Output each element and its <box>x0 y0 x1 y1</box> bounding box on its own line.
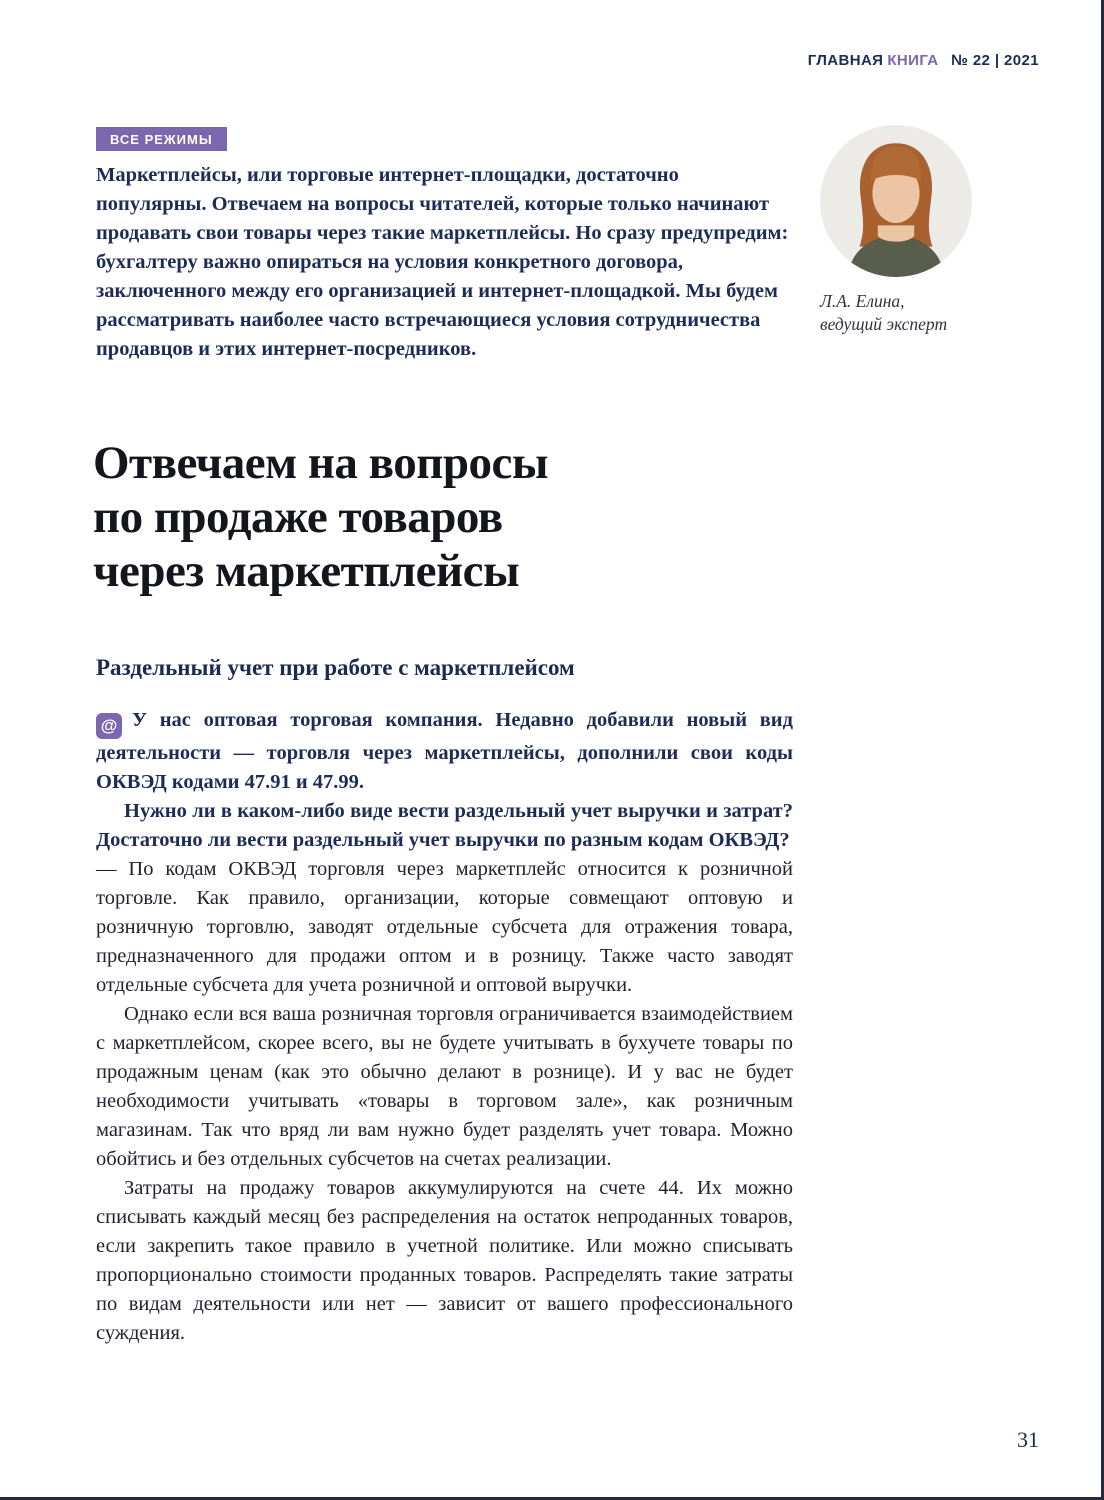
author-name: Л.А. Елина, <box>820 291 905 311</box>
article-title <box>93 436 853 598</box>
article-title-line-3: через маркетплейсы <box>93 545 520 597</box>
regimes-badge: ВСЕ РЕЖИМЫ <box>96 127 227 151</box>
question-paragraph-1 <box>96 706 793 797</box>
answer-paragraph-3: Затраты на продажу товаров аккумулируются на счете 44. Их можно списывать каждый месяц без распределения на остаток непроданных товаров, если закрепить такое правило в учетной политике. Или можно списывать пропорционально стоимости проданных товаров. Распределять такие затраты по видам деятельности или нет — зависит от вашего профессионального суждения. <box>96 1176 793 1344</box>
page-number: 31 <box>1017 1427 1039 1452</box>
author-caption <box>820 290 1015 336</box>
masthead <box>808 52 1039 69</box>
author-role: ведущий эксперт <box>820 314 948 334</box>
author-block <box>820 125 1015 336</box>
lead-paragraph: Маркетплейсы, или торговые интернет-площадки, достаточно популярны. Отвечаем на вопросы читателей, которые только начинают продавать свои товары через такие маркетплейсы. Но сразу предупредим: бухгалтеру важно опираться на условия конкретного договора, заключенного между его организацией и интернет-площадкой. Мы будем рассматривать наиболее часто встречающиеся условия сотрудничества продавцов и этих интернет-посредников. <box>96 164 789 360</box>
section-heading: Раздельный учет при работе с маркетплейсом <box>96 655 575 680</box>
article-body <box>96 654 793 1348</box>
author-photo <box>820 125 972 277</box>
article-title-line-2: по продаже товаров <box>93 491 503 543</box>
answer-paragraph-1: — По кодам ОКВЭД торговля через маркетплейс относится к розничной торговле. Как правило, организации, которые совмещают оптовую и розничную торговлю, заводят отдельные субсчета для отражения товара, предназначенного для продажи оптом и в розницу. Также часто заводят отдельные субсчета для учета розничной и оптовой выручки. <box>96 857 793 996</box>
masthead-title-part1: ГЛАВНАЯ <box>807 52 884 69</box>
question-text-1: У нас оптовая торговая компания. Недавно добавили новый вид деятельности — торговля через маркетплейсы, дополнили свои коды ОКВЭД кодами 47.91 и 47.99. <box>96 709 793 793</box>
article-title-line-1: Отвечаем на вопросы <box>93 437 549 489</box>
masthead-issue: № 22 | 2021 <box>951 52 1039 69</box>
answer-paragraph-2: Однако если вся ваша розничная торговля ограничивается взаимодействием с маркетплейсом, скорее всего, вы не будете учитывать в бухучете товары по продажным ценам (как это обычно делают в рознице). И у вас не будет необходимости учитывать «товары в торговом зале», как розничным магазинам. Так что вряд ли вам нужно будет разделять учет товара. Можно обойтись и без отдельных субсчетов на счетах реализации. <box>96 1002 793 1170</box>
masthead-title-part2: КНИГА <box>887 52 939 69</box>
author-portrait-illustration <box>820 125 972 277</box>
question-paragraph-2: Нужно ли в каком-либо виде вести раздельный учет выручки и затрат? Достаточно ли вести раздельный учет выручки по разным кодам ОКВЭД? <box>96 799 793 851</box>
reader-question-icon: @ <box>96 713 122 739</box>
